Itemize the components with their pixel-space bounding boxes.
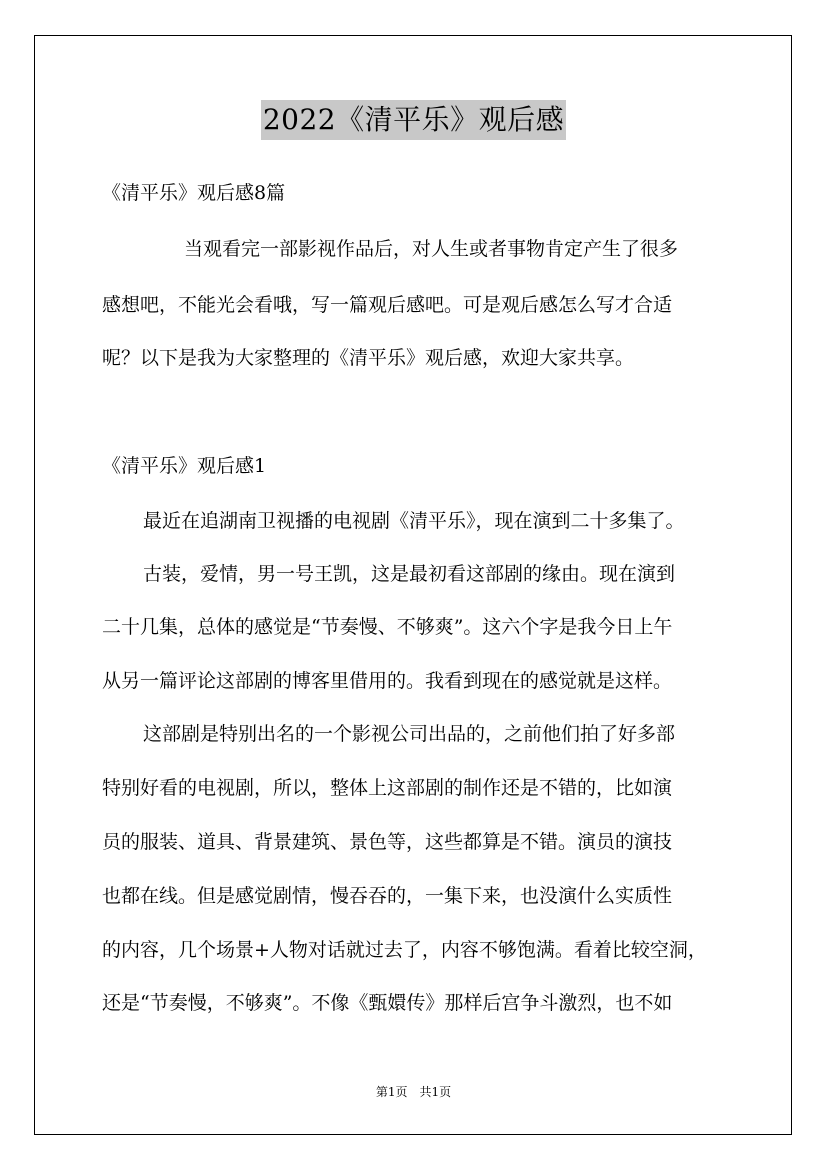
paragraph-line: 呢？以下是我为大家整理的《清平乐》观后感，欢迎大家共享。: [102, 347, 635, 369]
paragraph-line: 感想吧，不能光会看哦，写一篇观后感吧。可是观后感怎么写才合适: [102, 294, 673, 316]
paragraph-line: 二十几集，总体的感觉是“节奏慢、不够爽”。这六个字是我今日上午: [102, 616, 673, 638]
title-container: [0, 100, 827, 140]
page-number: 第1页 共1页: [375, 1085, 452, 1099]
paragraph-line: 这部剧是特别出名的一个影视公司出品的，之前他们拍了好多部: [143, 723, 676, 745]
paragraph-line: 从另一篇评论这部剧的博客里借用的。我看到现在的感觉就是这样。: [102, 670, 673, 692]
paragraph-line: 的内容，几个场景+人物对话就过去了，内容不够饱满。看着比较空洞，: [102, 939, 707, 961]
document-title: 2022《清平乐》观后感: [261, 100, 566, 140]
paragraph-line: 最近在追湖南卫视播的电视剧《清平乐》，现在演到二十多集了。: [143, 510, 685, 532]
paragraph-line: 还是“节奏慢，不够爽”。不像《甄嬛传》那样后宫争斗激烈，也不如: [102, 992, 673, 1014]
paragraph-line: 员的服装、道具、背景建筑、景色等，这些都算是不错。演员的演技: [102, 831, 673, 853]
paragraph-line: 当观看完一部影视作品后，对人生或者事物肯定产生了很多: [184, 238, 679, 260]
paragraph-line: 特别好看的电视剧，所以，整体上这部剧的制作还是不错的，比如演: [102, 777, 673, 799]
section-heading: 《清平乐》观后感1: [102, 455, 267, 477]
document-subtitle: 《清平乐》观后感8篇: [102, 182, 286, 204]
paragraph-line: 也都在线。但是感觉剧情，慢吞吞的，一集下来，也没演什么实质性: [102, 885, 673, 907]
paragraph-line: 古装，爱情，男一号王凯，这是最初看这部剧的缘由。现在演到: [143, 563, 676, 585]
